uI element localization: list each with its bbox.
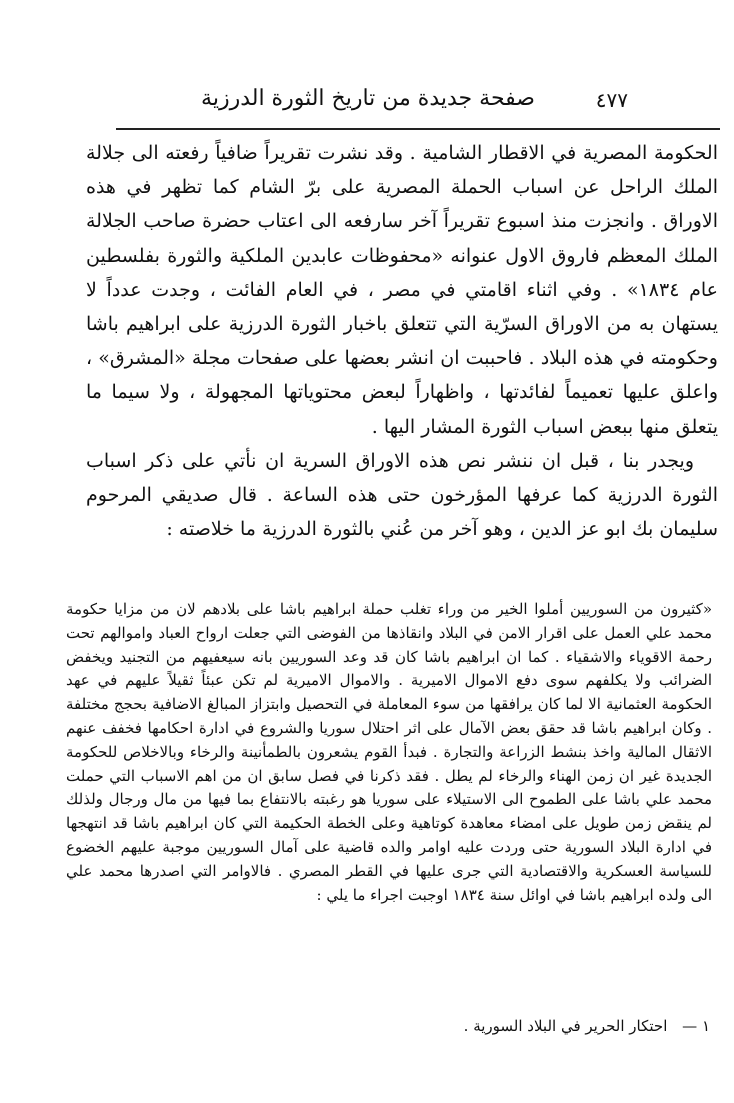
block-quote [66, 598, 712, 907]
numbered-list-item [300, 1014, 710, 1038]
running-title: صفحة جديدة من تاريخ الثورة الدرزية [201, 86, 535, 111]
quote-paragraph: «كثيرون من السوريين أملوا الخير من وراء تغلب حملة ابراهيم باشا على بلادهم لان من مزايا حكومة محمد علي العمل على اقرار الامن في البلاد وانقاذها من الفوضى التي جعلت ارواح العباد واموالهم تحت رحمة الاقوياء والاشقياء . كما ان ابراهيم باشا كان قد وعد السوريين بانه سيعفيهم من التجنيد ويخفض الضرائب ولا يكلفهم سوى دفع الاموال الاميرية . والاموال الاميرية لم تكن عبئاً ثقيلاً عليهم في عهد الحكومة العثمانية الا لما كان يرافقها من سوء المعاملة في التحصيل وابتزاز المبالغ الاضافية بحجج مختلفة . وكان ابراهيم باشا قد حقق بعض الآمال على اثر احتلال سوريا والشروع في ادارة احكامها فخفف عنهم الاثقال المالية واخذ بنشط الزراعة والتجارة . فبدأ القوم يشعرون بالطمأنينة والرخاء وبالاخلاص للحكومة الجديدة غير ان زمن الهناء والرخاء لم يطل . فقد ذكرنا في فصل سابق ان من اهم الاسباب التي حملت محمد علي باشا على الطموح الى الاستيلاء على سوريا هو رغبته بالانتفاع بما فيها من مال ورجال ولذلك لم ينقض زمن طويل على امضاء معاهدة كوتاهية وعلى الخطة الحكيمة التي كان ابراهيم باشا قد انتهجها في ادارة البلاد السورية حتى وردت عليه اوامر والده قاضية على آمال السوريين موجبة عليهم الخضوع للسياسة العسكرية والاقتصادية التي جرى عليها في القطر المصري . فالاوامر التي اصدرها محمد علي الى ولده ابراهيم باشا في اوائل سنة ١٨٣٤ اوجبت اجراء ما يلي : [66, 600, 712, 904]
list-item-number: ١ — [682, 1017, 710, 1035]
paragraph-1: الحكومة المصرية في الاقطار الشامية . وقد نشرت تقريراً ضافياً رفعته الى جلالة الملك الراحل عن اسباب الحملة المصرية على برّ الشام كما تظهر في هذه الاوراق . وانجزت منذ اسبوع تقريراً آخر سارفعه الى اعتاب حضرة صاحب الجلالة الملك المعظم فاروق الاول عنوانه «محفوظات عابدين الملكية والثورة بفلسطين عام ١٨٣٤» . وفي اثناء اقامتي في مصر ، في العام الفائت ، وجدت عدداً لا يستهان به من الاوراق السرّية التي تتعلق باخبار الثورة الدرزية على ابراهيم باشا وحكومته في هذه البلاد . فاحببت ان انشر بعضها على صفحات مجلة «المشرق» ، واعلق عليها تعميماً لفائدتها ، واظهاراً لبعض محتوياتها المجهولة ، ولا سيما ما يتعلق منها ببعض اسباب الثورة المشار اليها . [86, 142, 718, 438]
page-number: ٤٧٧ [595, 88, 628, 112]
header-rule [116, 128, 720, 130]
paragraph-2: ويجدر بنا ، قبل ان ننشر نص هذه الاوراق السرية ان نأتي على ذكر اسباب الثورة الدرزية كما عرفها المؤرخون حتى هذه الساعة . قال صديقي المرحوم سليمان بك ابو عز الدين ، وهو آخر من عُني بالثورة الدرزية ما خلاصته : [86, 449, 718, 541]
page-header [108, 86, 628, 120]
list-item-text: احتكار الحرير في البلاد السورية . [463, 1017, 668, 1035]
main-text [86, 136, 718, 546]
